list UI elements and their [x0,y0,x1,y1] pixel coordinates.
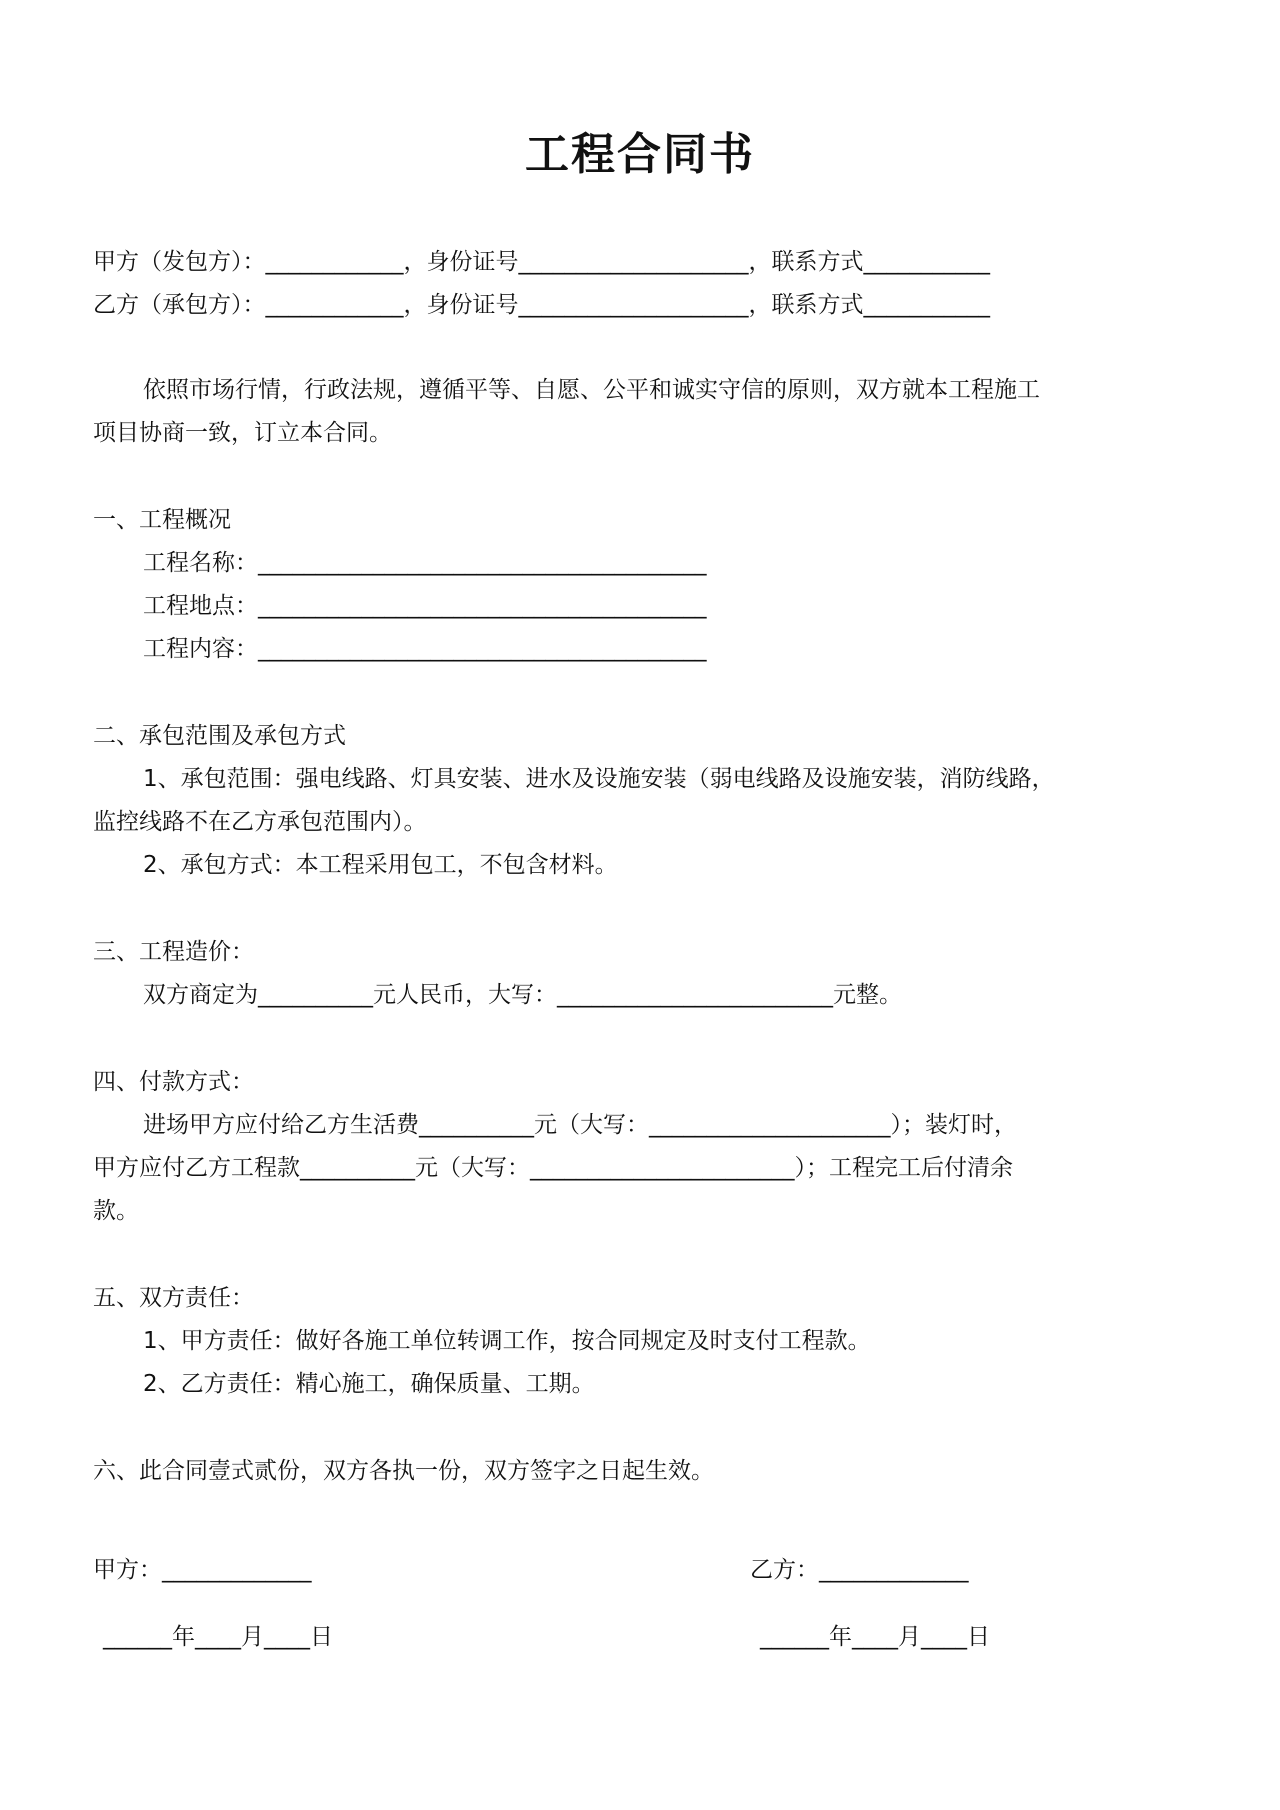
payment-line-2: 甲方应付乙方工程款__________元（大写：_______________________）；工程完工后付清余 [93,1155,1013,1181]
responsibility-item-1: 1、甲方责任：做好各施工单位转调工作，按合同规定及时支付工程款。 [143,1328,871,1354]
intro-line-2: 项目协商一致，订立本合同。 [93,420,392,446]
party-a-signature: 甲方：_____________ [93,1557,312,1583]
party-a-info: 甲方（发包方）：____________，身份证号____________________，联系方式___________ [93,249,990,275]
project-content-line: 工程内容：_______________________________________ [143,636,707,662]
scope-item-2: 2、承包方式：本工程采用包工，不包含材料。 [143,852,618,878]
payment-line-1: 进场甲方应付给乙方生活费__________元（大写：_____________________）；装灯时， [143,1112,1017,1138]
section-6-heading: 六、此合同壹式贰份，双方各执一份，双方签字之日起生效。 [93,1458,714,1484]
payment-line-3: 款。 [93,1198,139,1224]
party-b-date: ______年____月____日 [760,1624,990,1650]
section-1-heading: 一、工程概况 [93,507,231,533]
project-name-line: 工程名称：_______________________________________ [143,550,707,576]
price-line: 双方商定为__________元人民币，大写：________________________元整。 [143,982,902,1008]
scope-item-1-line-2: 监控线路不在乙方承包范围内）。 [93,809,427,835]
party-a-date: ______年____月____日 [103,1624,333,1650]
party-b-info: 乙方（承包方）：____________，身份证号____________________，联系方式___________ [93,292,990,318]
scope-item-1-line-1: 1、承包范围：强电线路、灯具安装、进水及设施安装（弱电线路及设施安装，消防线路， [143,766,1055,792]
section-2-heading: 二、承包范围及承包方式 [93,723,346,749]
section-5-heading: 五、双方责任： [93,1285,254,1311]
document-title: 工程合同书 [525,129,755,180]
project-location-line: 工程地点：_______________________________________ [143,593,707,619]
intro-line-1: 依照市场行情，行政法规，遵循平等、自愿、公平和诚实守信的原则，双方就本工程施工 [143,377,1040,403]
party-b-signature: 乙方：_____________ [750,1557,969,1583]
section-4-heading: 四、付款方式： [93,1069,254,1095]
section-3-heading: 三、工程造价： [93,939,254,965]
responsibility-item-2: 2、乙方责任：精心施工，确保质量、工期。 [143,1371,595,1397]
